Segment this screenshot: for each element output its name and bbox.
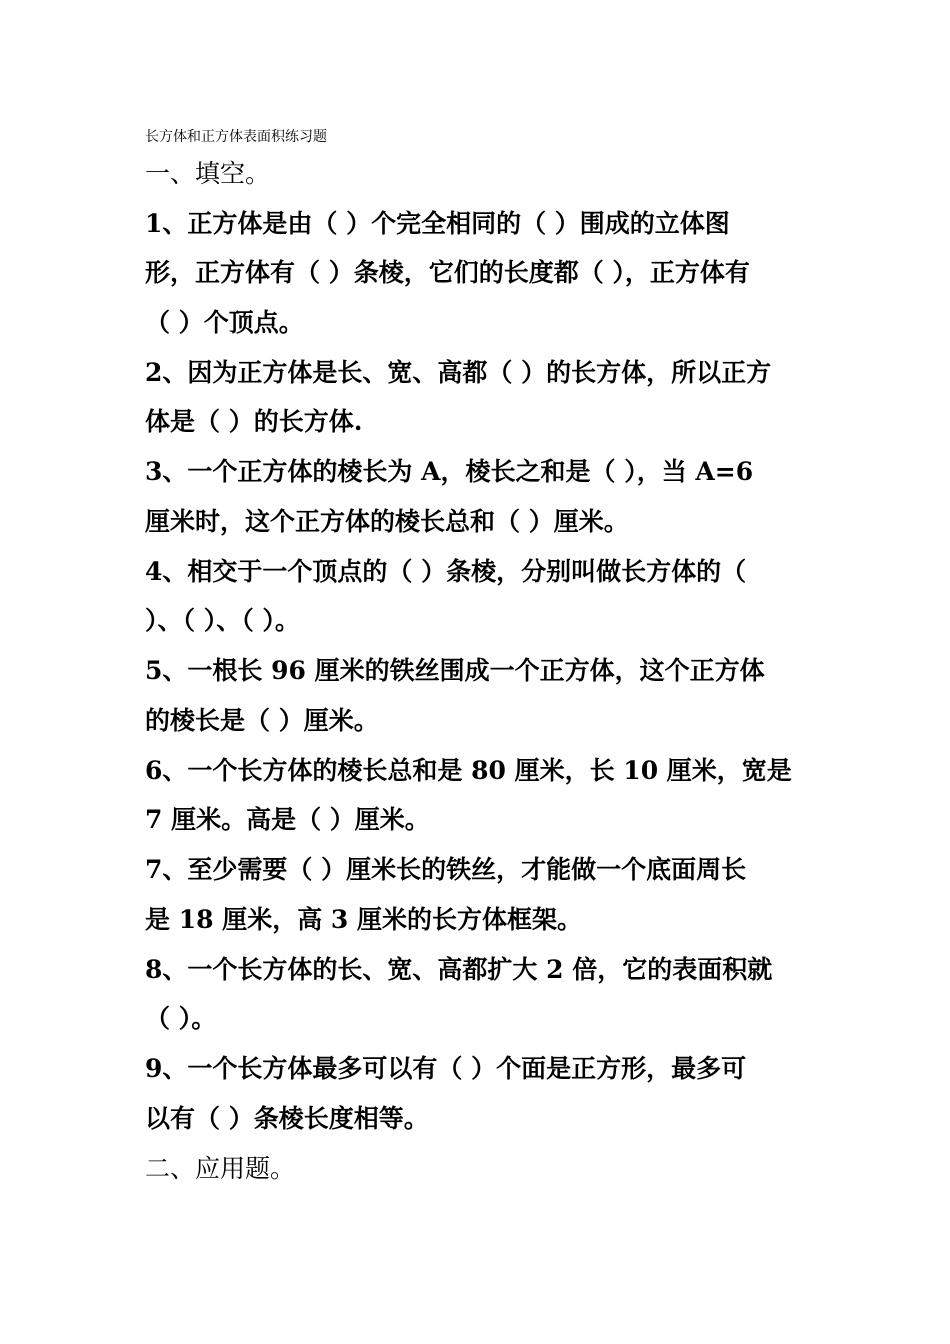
question-line: 7、至少需要（ ）厘米长的铁丝，才能做一个底面周长 [145, 855, 747, 884]
question-line: 7 厘米。高是（ ）厘米。 [145, 805, 430, 834]
question-line: 是 18 厘米，高 3 厘米的长方体框架。 [145, 905, 583, 934]
question-line: 9、一个长方体最多可以有（ ）个面是正方形，最多可 [145, 1054, 747, 1083]
question-line: （ ）个顶点。 [145, 308, 304, 337]
question-line: 4、相交于一个顶点的（ ）条棱，分别叫做长方体的（ [145, 557, 747, 586]
question-line: 体是（ ）的长方体. [145, 407, 363, 436]
question-line: ）、（ ）、（ ）。 [145, 606, 300, 635]
question-line: 8、一个长方体的长、宽、高都扩大 2 倍，它的表面积就 [145, 955, 773, 984]
section-heading-fill-blank: 一、填空。 [145, 159, 271, 188]
question-line: 5、一根长 96 厘米的铁丝围成一个正方体，这个正方体 [145, 656, 765, 685]
question-line: 形，正方体有（ ）条棱，它们的长度都（ ），正方体有 [145, 258, 750, 287]
question-line: 3、一个正方体的棱长为 A，棱长之和是（ ），当 A=6 [145, 457, 754, 486]
section-heading-application: 二、应用题。 [145, 1154, 296, 1183]
question-line: 厘米时，这个正方体的棱长总和（ ）厘米。 [145, 507, 629, 536]
document-title: 长方体和正方体表面积练习题 [145, 129, 327, 145]
question-line: 以有（ ）条棱长度相等。 [145, 1104, 429, 1133]
question-line: 1、正方体是由（ ）个完全相同的（ ）围成的立体图 [145, 209, 730, 238]
question-line: 6、一个长方体的棱长总和是 80 厘米，长 10 厘米，宽是 [145, 756, 792, 785]
question-line: （ ）。 [145, 1004, 217, 1033]
question-line: 2、因为正方体是长、宽、高都（ ）的长方体，所以正方 [145, 358, 772, 387]
question-line: 的棱长是（ ）厘米。 [145, 706, 379, 735]
